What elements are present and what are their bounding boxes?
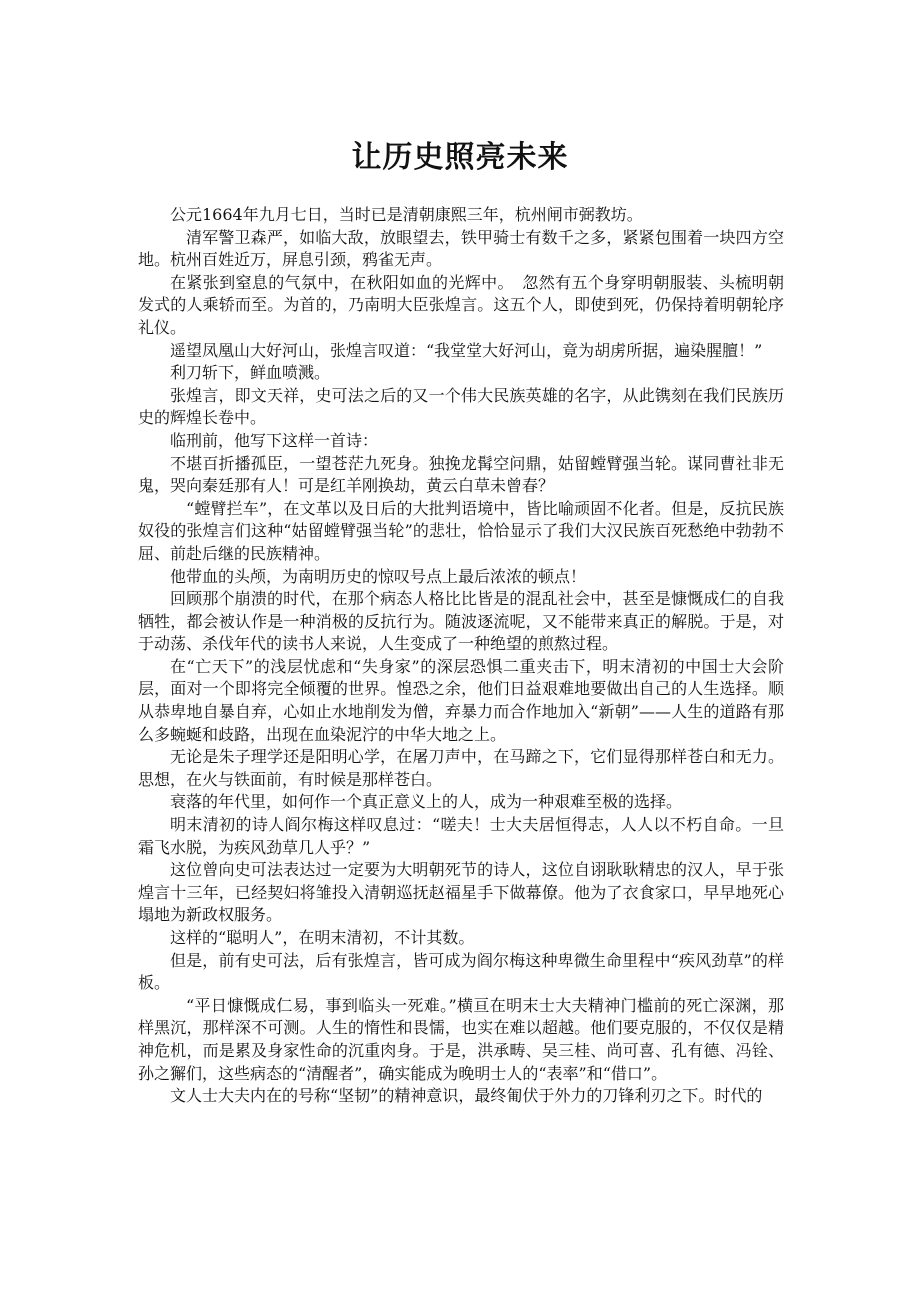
paragraph: 无论是朱子理学还是阳明心学，在屠刀声中，在马蹄之下，它们显得那样苍白和无力。思想，在火与铁面前，有时候是那样苍白。 [138, 747, 784, 789]
paragraph: “螳臂拦车”，在文革以及日后的大批判语境中，皆比喻顽固不化者。但是，反抗民族奴役的张煌言们这种“姑留螳臂强当轮”的悲壮，恰恰显示了我们大汉民族百死愁绝中勃勃不屈、前赴后继的民族精神。 [138, 498, 784, 563]
paragraph: 临刑前，他写下这样一首诗： [170, 430, 379, 450]
document-title: 让历史照亮未来 [351, 140, 569, 175]
paragraph: 回顾那个崩溃的时代，在那个病态人格比比皆是的混乱社会中，甚至是慷慨成仁的自我牺牲，都会被认作是一种消极的反抗行为。随波逐流呢，又不能带来真正的解脱。于是，对于动荡、杀伐年代的读书人来说，人生变成了一种绝望的煎熬过程。 [138, 589, 784, 654]
paragraph: 衰落的年代里，如何作一个真正意义上的人，成为一种艰难至极的选择。 [170, 792, 683, 812]
poem-paragraph: 不堪百折播孤臣，一望苍茫九死身。独挽龙髯空问鼎，姑留螳臂强当轮。谋同曹社非无鬼，哭向秦廷那有人！可是红羊刚换劫，黄云白草未曾春？ [138, 453, 784, 496]
paragraph: 这位曾向史可法表达过一定要为大明朝死节的诗人，这位自诩耿耿精忠的汉人，早于张煌言十三年，已经契妇将雏投入清朝巡抚赵福星手下做幕僚。他为了衣食家口，早早地死心塌地为新政权服务。 [138, 860, 784, 925]
paragraph: 但是，前有史可法，后有张煌言，皆可成为阎尔梅这种卑微生命里程中“疾风劲草”的样板。 [138, 950, 784, 993]
paragraph: 文人士大夫内在的号称“坚韧”的精神意识，最终匍伏于外力的刀锋利刃之下。时代的 [170, 1086, 763, 1106]
document-body [138, 204, 784, 1108]
paragraph: 明末清初的诗人阎尔梅这样叹息过：“嗟夫！士大夫居恒得志，人人以不朽自命。一旦霜飞水脱，为疾风劲草几人乎？” [138, 815, 784, 857]
paragraph: “平日慷慨成仁易，事到临头一死难。”横亘在明末士大夫精神门槛前的死亡深渊，那样黑沉，那样深不可测。人生的惰性和畏懦，也实在难以超越。他们要克服的，不仅仅是精神危机，而是累及身家性命的沉重肉身。于是，洪承畴、吴三桂、尚可喜、孔有德、冯铨、孙之獬们，这些病态的“清醒者”，确实能成为晚明士人的“表率”和“借口”。 [138, 995, 784, 1083]
paragraph: 他带血的头颅，为南明历史的惊叹号点上最后浓浓的顿点！ [170, 566, 587, 586]
paragraph: 在紧张到窒息的气氛中，在秋阳如血的光辉中。 忽然有五个身穿明朝服装、头梳明朝发式的人乘轿而至。为首的，乃南明大臣张煌言。这五个人，即使到死，仍保持着明朝轮序礼仪。 [138, 272, 784, 337]
paragraph: 在“亡天下”的浅层忧虑和“失身家”的深层恐惧二重夹击下，明末清初的中国士大会阶层，面对一个即将完全倾覆的世界。惶恐之余，他们日益艰难地要做出自己的人生选择。顺从恭卑地自暴自弃，心如止水地削发为僧，弃暴力而合作地加入“新朝”——人生的道路有那么多蜿蜒和歧路，出现在血染泥泞的中华大地之上。 [138, 656, 784, 744]
paragraph: 公元1664年九月七日，当时已是清朝康熙三年，杭州闸市弼教坊。 [170, 205, 643, 224]
paragraph: 利刀斩下，鲜血喷溅。 [170, 363, 331, 383]
paragraph: 遥望凤凰山大好河山，张煌言叹道：“我堂堂大好河山，竟为胡虏所据，遍染腥膻！” [170, 340, 763, 360]
paragraph: 张煌言，即文天祥，史可法之后的又一个伟大民族英雄的名字，从此镌刻在我们民族历史的辉煌长卷中。 [138, 385, 784, 428]
paragraph: 这样的“聪明人”，在明末清初，不计其数。 [170, 928, 475, 947]
paragraph: 清军警卫森严，如临大敌，放眼望去，铁甲骑士有数千之多，紧紧包围着一块四方空地。杭州百姓近万，屏息引颈，鸦雀无声。 [138, 227, 784, 270]
